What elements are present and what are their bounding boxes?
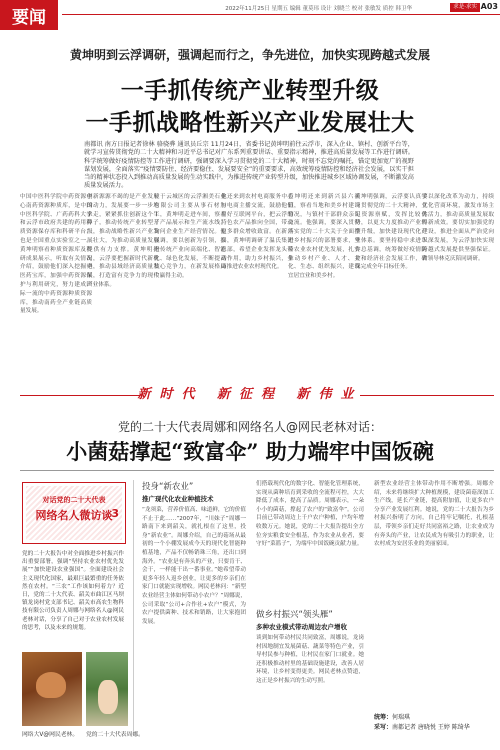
credit-name: 何瑞琪 — [392, 714, 411, 721]
header-tag: 求是·求实 — [450, 3, 480, 12]
section-tag: 要闻 — [0, 0, 58, 30]
column-logo-box — [22, 482, 126, 544]
lead-column: 位于云城区的云浮湘美石业有限公司主要从事石材加工，黄坤明走进车间，察看了产品展示和生产流水线，询问企业生产经营情况。他强调，要以创新为引领，推进传统产业向高端化、智能化、绿色化发展，不断提高核心竞争力，在新发展格局中赢得主动。 — [154, 194, 226, 280]
header-rule — [62, 14, 500, 15]
lead-subheadline: 黄坤明到云浮调研，强调起而行之，争先进位，加快实现跨越式发展 — [69, 48, 430, 62]
banner-text: 新时代 新征程 新伟业 — [137, 387, 363, 402]
story2-kicker: 投身“新农业” — [142, 482, 194, 492]
story2-headline: 小菌菇撑起“致富伞” 助力端牢中国饭碗 — [66, 439, 434, 464]
lead-column: 黄坤明还来到新兴县六祖镇，察看当地和美乡村建设情况，与镇村干部群众亲切交流。他强调，要深入贯彻落实党的二十大关于全面推进乡村振兴的部署要求，坚持农业农村优先发展，扎实推动乡村产业、人才、文化、生态、组织振兴，建设宜居宜业和美乡村。 — [288, 194, 360, 280]
story2-column: 们搭载现代化的数字化、智能化管理系统，实现从菌种培育到采收的全流程可控，大大降低了成本，提高了品质。周娜表示，一朵小小的菌菇，撑起了农户的“致富伞”。公司目前已带动周边上千户农户种植，户均年增收数万元。她说，党的二十大报告提出全方位夯实粮食安全根基，作为农业从业者，要守好“菜篮子”，为端牢中国饭碗贡献力量。 — [256, 481, 364, 548]
lead-body — [20, 193, 494, 369]
credit-line — [374, 712, 410, 721]
credit-line — [374, 722, 470, 731]
lead-headline-line1: 一手抓传统产业转型升级 — [120, 77, 380, 104]
lead-column: 他还来到农村电商服务中心与电商主播交流，鼓励他们用好互联网平台，把云浮的特色农产品推向全国，带动更多群众增收致富。在新兴县，黄坤明调研了温氏集团总部，希望企业发挥龙头带动作用，助力乡村振兴，全面推进农业农村现代化。 — [221, 194, 293, 271]
story2-column: 谈到如何带动村民共同致富，周娜说，龙岗村因地制宜发展菌菇、蔬菜等特色产业，引导村民参与种植，让村民在家门口就业。她还积极推动村里的基础设施建设，改善人居环境，让乡村变得更美。网民老林点赞道，这正是乡村振兴的生动写照。 — [256, 635, 364, 684]
page-number: A03 — [480, 2, 498, 11]
photo-figure — [98, 680, 118, 714]
section-banner — [0, 383, 500, 402]
box-title-line1: 对话党的二十大代表 — [42, 496, 106, 504]
box-number: 3 — [111, 507, 119, 520]
story2-column: 新型农业经营主体带动作用不断增强。周娜介绍，未来将继续扩大种植规模，建设菌菇深加工生产线，延长产业链，提高附加值，让更多农户分享产业发展红利。她说，党的二十大报告为乡村振兴指明了方向，自己将牢记嘱托，扎根基层，带领乡亲们走好共同富裕之路，让农业成为有奔头的产业，让农民成为有吸引力的职业，让农村成为安居乐业的美丽家园。 — [374, 481, 494, 548]
lead-column: 黄坤明强调，云浮要认真学习贯彻党的二十大精神，立足资源禀赋，发挥比较优势，以更大力度推动产业转型升级，加快建设现代化产业体系。要坚持稳中求进工作总基调，统筹做好疫情防控和经济社会发展工作，确保完成全年目标任务。 — [355, 194, 427, 271]
story2-subheadline: 党的二十大代表周娜和网络名人@网民老林对话： — [117, 420, 382, 434]
credit-name: 南都记者 唐晓悦 王婷 陈绮华 — [392, 724, 470, 731]
story2-kicker-sub: 推广现代化农业种植技术 — [142, 495, 214, 503]
photo-netizen — [22, 652, 82, 726]
masthead — [0, 0, 500, 36]
lead-intro: 南都讯 南方日报记者徐林 骆骁骅 通讯员丘宗 11月24日，省委书记黄坤明前往云浮市，深入企业、镇村、创新平台等，就学习宣传贯彻党的二十大精神和习近平总书记对广东系列重要讲话、重要指示精神，推进高质量发展等工作进行调研。科学统筹做好疫情防控等工作进行调研，强调要深入学习贯彻党的二十大精神，时刻不忘党的嘱托，锚定更加宽广的视野谋划发展，全面落实“疫情要防住、经济要稳住、发展要安全”的重要要求，高效统筹疫情防控和经济社会发展，以实干担当的精神状态投入到推动高质量发展的生动实践中，为推进传统产业转型升级，加快推进城乡区域协调发展，不断激发高质量发展活力。 — [84, 141, 414, 190]
photo-delegate — [86, 652, 128, 726]
story2-intro: 党的二十大报告中对全面推进乡村振兴作出重要部署，强调“坚持农业农村优先发展”“加快建设农业强国”。全面建设社会主义现代化国家，最艰巨最繁重的任务依然在农村。“三农”工作该如何着力？近日，党的二十大代表、韶关市曲江区马坝镇龙岗村党支部书记、韶关市高农生物科技有限公司负责人周娜与网络名人@网民老林对话，分享了自己对于农业农村发展的思考，以及未来的规划。 — [22, 551, 124, 631]
column-separator — [133, 480, 134, 732]
story2-kicker-sub: 多种农业模式带动周边农户增收 — [256, 623, 347, 631]
story2-column: “龙须菜，营养价值高、味道鲜，它的价值不止于此……”2007年，“川妹子”周娜一路南下来到韶关，就扎根在了这里，投身“新农业”。周娜介绍，自己的菇场从最初的一个小棚发展成今天的现代化智能种植基地，产品不仅畅销珠三角，还出口到海外。“农业是有奔头的产业，只要肯干、会干，一样能干出一番事业。”她希望带动更多年轻人返乡创业，让更多的乡亲们在家门口就能实现增收。网民老林问：“新型农业经营主体如何带动小农户？”周娜说，公司采取“公司+合作社+农户”模式，为农户提供菌种、技术和销路，让大家抱团发展。 — [142, 507, 246, 625]
credit-label: 统筹： — [374, 714, 393, 721]
lead-column: 要以深化改革为动力，持续优化营商环境，激发市场主体活力，推动高质量发展取得新成效。要切实加强党的建设，推进全面从严治党向纵深发展，为云浮加快实现跨越式发展提供坚强保证。省领导林克庆陪同调研。 — [422, 194, 494, 262]
story2-rule — [20, 470, 494, 471]
story2-kicker: 做乡村振兴“领头雁” — [256, 610, 333, 620]
lead-column: 中国中医科学院中药资源中心南药资源种质库，是中国中医科学院、广药药科大学和云浮市政府共建的药用种质资源保存库和科研平台，也是全国重点实验室之一。黄坤明察看种质资源库及科研成果展示，听取有关情况介绍，鼓励他们深入挖掘中医药宝库，加强中药资源保护与利用研究，努力建成国际一流的中药资源种质资源库，推动南药全产业链高质量发展。 — [20, 194, 92, 315]
header-info: 2022年11月25日 星期五 编辑 董莫玮 设计 刘晓兰 校对 张敏发 质控 韩卫华 — [225, 6, 412, 12]
photo-figure — [36, 672, 66, 698]
photo-caption: 网络大V@网民老林。 — [22, 732, 79, 738]
credit-label: 采写： — [374, 724, 393, 731]
lead-headline-line2: 一手抓战略性新兴产业发展壮大 — [85, 109, 415, 136]
photo-caption: 党的二十大代表周娜。 — [86, 732, 144, 738]
box-title-line2: 网络名人微访谈 — [35, 509, 113, 522]
lead-column: 创新源源不竭的是产业发展的动力，发展要一步一步地来走，紧紧抓住创新这个牛鼻子，推动传统产业转型升级，推动战略性新兴产业发展壮大，为推动高质量发展提供有力支撑。黄坤明指出，云浮要把握新时代新机遇，推动县域经济高质量发展，打造富有竞争力的现代产业体系。 — [87, 194, 159, 288]
